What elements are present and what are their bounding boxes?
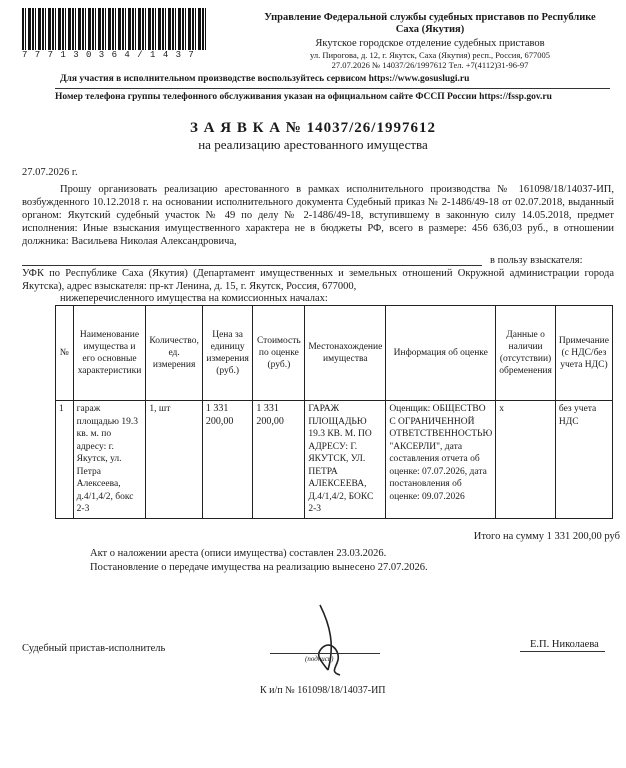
table-cell: x [496, 401, 556, 519]
column-header: Цена за единицу измерения (руб.) [202, 306, 253, 401]
debtor-underline [22, 265, 482, 266]
agency-address: ул. Пирогова, д. 12, г. Якутск, Саха (Якутия) респ., Россия, 677005 [309, 50, 551, 60]
agency-header [260, 12, 600, 70]
listed-property-label: нижеперечисленного имущества на комиссионных началах: [60, 293, 328, 304]
name-underline [520, 651, 605, 652]
table-cell: ГАРАЖ ПЛОЩАДЬЮ 19.3 КВ. М. ПО АДРЕСУ: Г. ЯКУТСК, УЛ. ПЕТРА АЛЕКСЕЕВА, Д.4/1,4/2, БОКС 2-3 [305, 401, 386, 519]
document-date: 27.07.2026 г. [22, 167, 78, 178]
column-header: Стоимость по оценке (руб.) [253, 306, 305, 401]
department-name: Якутское городское отделение судебных приставов [315, 38, 545, 49]
barcode-number: 7 7 7 1 3 0 3 6 4 / 1 4 3 7 [22, 50, 195, 60]
officer-name: Е.П. Николаева [530, 639, 599, 650]
agency-contacts: 27.07.2026 № 14037/26/1997612 Тел. +7(4112)31-96-97 [331, 60, 529, 70]
table-cell: 1 [56, 401, 74, 519]
case-number: К и/п № 161098/18/14037-ИП [260, 685, 386, 696]
table-cell: Оценщик: ОБЩЕСТВО С ОГРАНИЧЕННОЙ ОТВЕТСТВЕННОСТЬЮ "АКСЕРЛИ", дата составления отчета об оценке: 07.07.2026, дата постановления об оценке: 09.07.2026 [386, 401, 496, 519]
table-cell: 1, шт [146, 401, 202, 519]
column-header: Данные о наличии (отсутствии) обременения [496, 306, 556, 401]
column-header: Примечание (с НДС/без учета НДС) [555, 306, 612, 401]
property-table [55, 305, 613, 519]
transfer-order-line: Постановление о передаче имущества на реализацию вынесено 27.07.2026. [90, 562, 428, 573]
table-header-row [56, 306, 613, 401]
agency-name: Управление Федеральной службы судебных приставов по Республике Саха (Якутия) [264, 12, 596, 35]
in-favor-label: в пользу взыскателя: [490, 255, 583, 266]
document-subtitle: на реализацию арестованного имущества [198, 137, 428, 152]
table-cell: гараж площадью 19.3 кв. м. по адресу: г. Якутск, ул. Петра Алексеева, д.4/1,4/2, бокс 2-3 [73, 401, 146, 519]
header-divider [55, 88, 610, 89]
request-paragraph: Прошу организовать реализацию арестованного в рамках исполнительного производства № 161098/18/14037-ИП, возбужденного 10.12.2018 г. на основании исполнительного документа Судебный приказ № 2-1486/49-18 от 02.07.2018, выданный органом: Якутский судебный участок № 49 по делу № 2-1486/49-18, вступившему в законную силу 14.05.2018, предмет исполнения: Иные взыскания имущественного характера не в бюджеты РФ, всего в размере: 456 636,03 руб., в отношении должника: Васильева Николая Александровича, [22, 184, 614, 247]
officer-title: Судебный пристав-исполнитель [22, 643, 166, 654]
column-header: № [56, 306, 74, 401]
table-cell: 1 331 200,00 [202, 401, 253, 519]
handwritten-signature [300, 600, 360, 680]
document-title: З А Я В К А № 14037/26/1997612 [190, 120, 436, 136]
table-row [56, 401, 613, 519]
table-cell: 1 331 200,00 [253, 401, 305, 519]
signature-caption: (подпись) [305, 655, 334, 663]
column-header: Количество, ед. измерения [146, 306, 202, 401]
phone-notice: Номер телефона группы телефонного обслуживания указан на официальном сайте ФССП России https://fssp.gov.ru [55, 92, 552, 102]
barcode [22, 8, 207, 50]
total-sum: Итого на сумму 1 331 200,00 руб [473, 531, 620, 542]
creditor-details: УФК по Республике Саха (Якутия) (Департамент имущественных и земельных отношений Окружной администрации города Якутска), адрес взыскателя: пр-кт Ленина, д. 15, г. Якутск, Россия, 677000, [22, 268, 614, 292]
column-header: Наименование имущества и его основные характеристики [73, 306, 146, 401]
column-header: Местонахождение имущества [305, 306, 386, 401]
gosuslugi-notice: Для участия в исполнительном производстве воспользуйтесь сервисом https://www.gosuslugi.ru [60, 74, 470, 84]
table-cell: без учета НДС [555, 401, 612, 519]
arrest-act-line: Акт о наложении ареста (описи имущества) составлен 23.03.2026. [90, 548, 387, 559]
column-header: Информация об оценке [386, 306, 496, 401]
